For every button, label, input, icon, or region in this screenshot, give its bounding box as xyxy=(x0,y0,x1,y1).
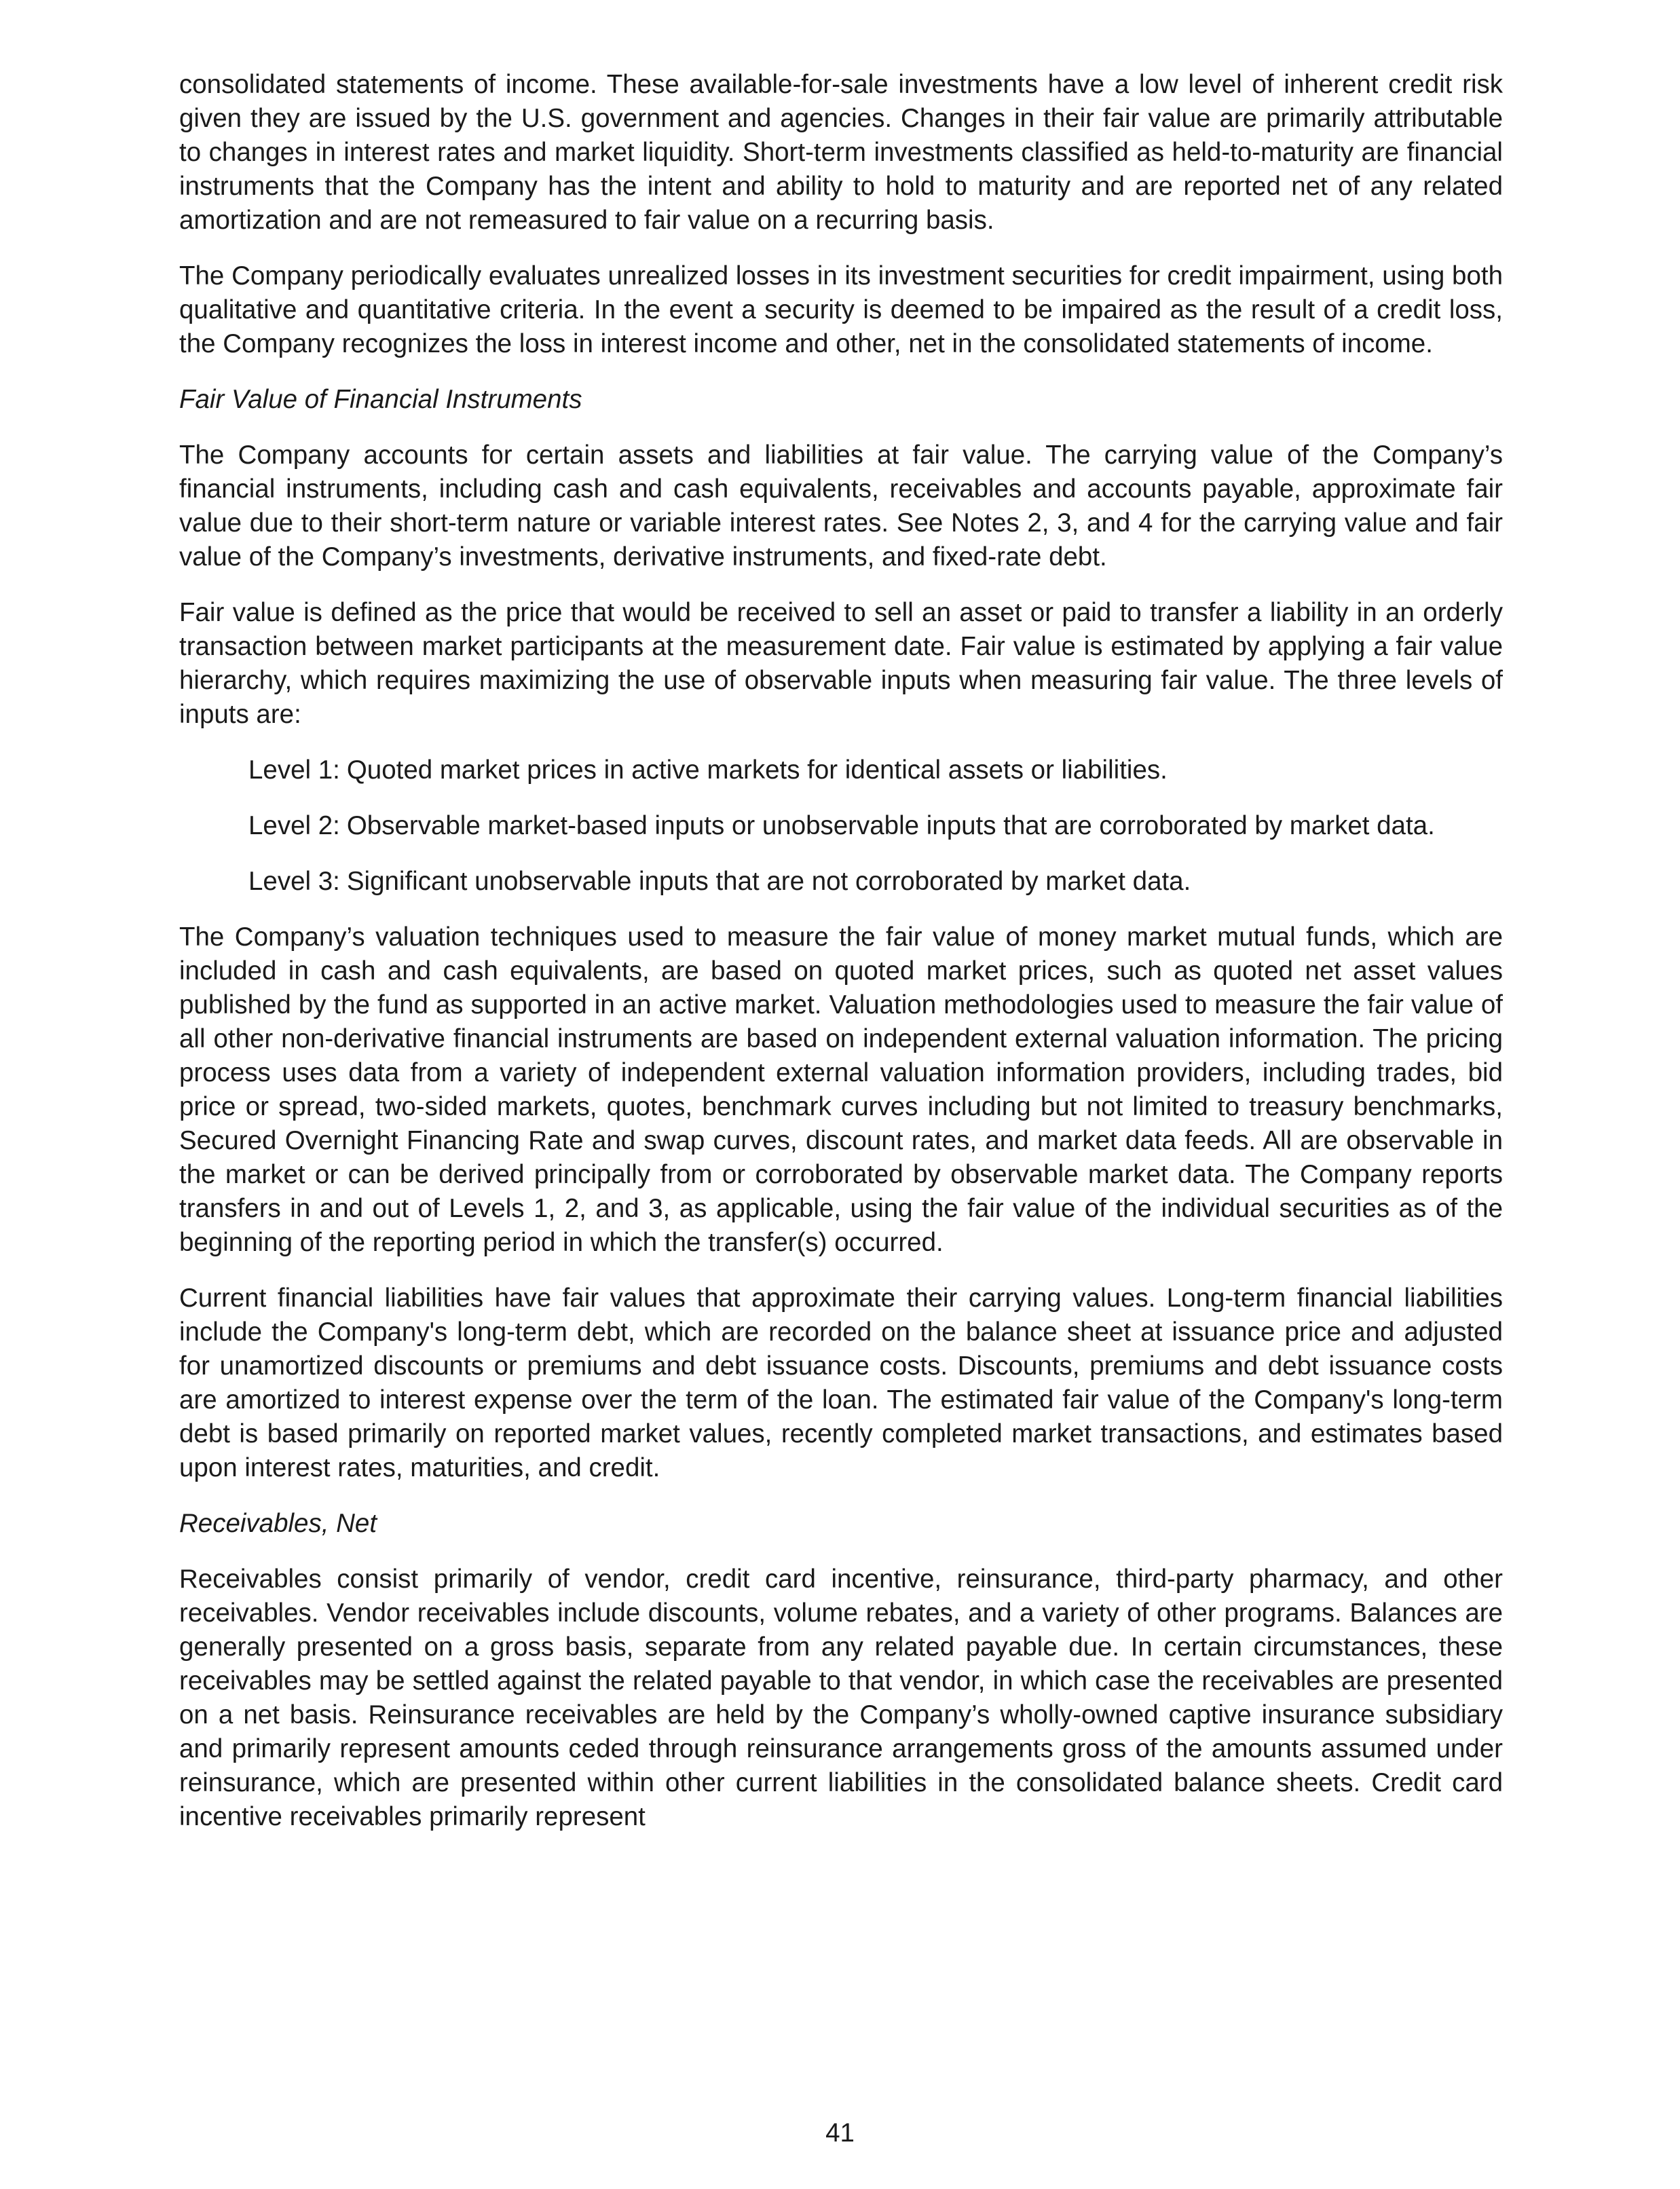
level-2-text: Observable market-based inputs or unobservable inputs that are corroborated by market data. xyxy=(346,811,1435,840)
level-1-label: Level 1: xyxy=(248,755,340,785)
level-1-text: Quoted market prices in active markets for identical assets or liabilities. xyxy=(346,755,1168,785)
heading-receivables-net: Receivables, Net xyxy=(179,1509,377,1538)
level-2-label: Level 2: xyxy=(248,811,340,840)
paragraph-valuation-techniques: The Company’s valuation techniques used to measure the fair value of money market mutual funds, which are included in cash and cash equivalents, are based on quoted market prices, such as quoted net asset values published by the fund as supported in an active market. Valuation methodologies used to measure the fair value of all other non-derivative financial instruments are based on independent external valuation information. The pricing process uses data from a variety of independent external valuation information providers, including trades, bid price or spread, two-sided markets, quotes, benchmark curves including but not limited to treasury benchmarks, Secured Overnight Financing Rate and swap curves, discount rates, and market data feeds. All are observable in the market or can be derived principally from or corroborated by observable market data. The Company reports transfers in and out of Levels 1, 2, and 3, as applicable, using the fair value of the individual securities as of the beginning of the reporting period in which the transfer(s) occurred. xyxy=(179,922,1503,1257)
paragraph-available-for-sale: consolidated statements of income. These available-for-sale investments have a low level of inherent credit risk given they are issued by the U.S. government and agencies. Changes in their fair value are primarily attributable to changes in interest rates and market liquidity. Short-term investments classified as held-to-maturity are financial instruments that the Company has the intent and ability to hold to maturity and are reported net of any related amortization and are not remeasured to fair value on a recurring basis. xyxy=(179,70,1503,235)
level-3-item xyxy=(248,865,1503,899)
level-3-text: Significant unobservable inputs that are not corroborated by market data. xyxy=(346,867,1191,896)
level-2-item xyxy=(248,809,1503,843)
paragraph-fair-value-definition: Fair value is defined as the price that would be received to sell an asset or paid to transfer a liability in an orderly transaction between market participants at the measurement date. Fair value is estimated by applying a fair value hierarchy, which requires maximizing the use of observable inputs when measuring fair value. The three levels of inputs are: xyxy=(179,598,1503,729)
paragraph-receivables: Receivables consist primarily of vendor, credit card incentive, reinsurance, third-party pharmacy, and other receivables. Vendor receivables include discounts, volume rebates, and a variety of other programs. Balances are generally presented on a gross basis, separate from any related payable due. In certain circumstances, these receivables may be settled against the related payable to that vendor, in which case the receivables are presented on a net basis. Reinsurance receivables are held by the Company’s wholly-owned captive insurance subsidiary and primarily represent amounts ceded through reinsurance arrangements gross of the amounts assumed under reinsurance, which are presented within other current liabilities in the consolidated balance sheets. Credit card incentive receivables primarily represent xyxy=(179,1565,1503,1831)
paragraph-credit-impairment: The Company periodically evaluates unrealized losses in its investment securities for credit impairment, using both qualitative and quantitative criteria. In the event a security is deemed to be impaired as the result of a credit loss, the Company recognizes the loss in interest income and other, net in the consolidated statements of income. xyxy=(179,261,1503,358)
paragraph-fair-value-accounting: The Company accounts for certain assets and liabilities at fair value. The carrying value of the Company’s financial instruments, including cash and cash equivalents, receivables and accounts payable, approximate fair value due to their short-term nature or variable interest rates. See Notes 2, 3, and 4 for the carrying value and fair value of the Company’s investments, derivative instruments, and fixed-rate debt. xyxy=(179,441,1503,572)
heading-fair-value-of-financial-instruments: Fair Value of Financial Instruments xyxy=(179,385,582,414)
page-number: 41 xyxy=(825,2118,855,2148)
paragraph-financial-liabilities: Current financial liabilities have fair values that approximate their carrying values. Long-term financial liabilities include the Company's long-term debt, which are recorded on the balance sheet at issuance price and adjusted for unamortized discounts or premiums and debt issuance costs. Discounts, premiums and debt issuance costs are amortized to interest expense over the term of the loan. The estimated fair value of the Company's long-term debt is based primarily on reported market values, recently completed market transactions, and estimates based upon interest rates, maturities, and credit. xyxy=(179,1284,1503,1482)
level-1-item xyxy=(248,753,1503,787)
document-body xyxy=(179,68,1503,1856)
level-3-label: Level 3: xyxy=(248,867,340,896)
